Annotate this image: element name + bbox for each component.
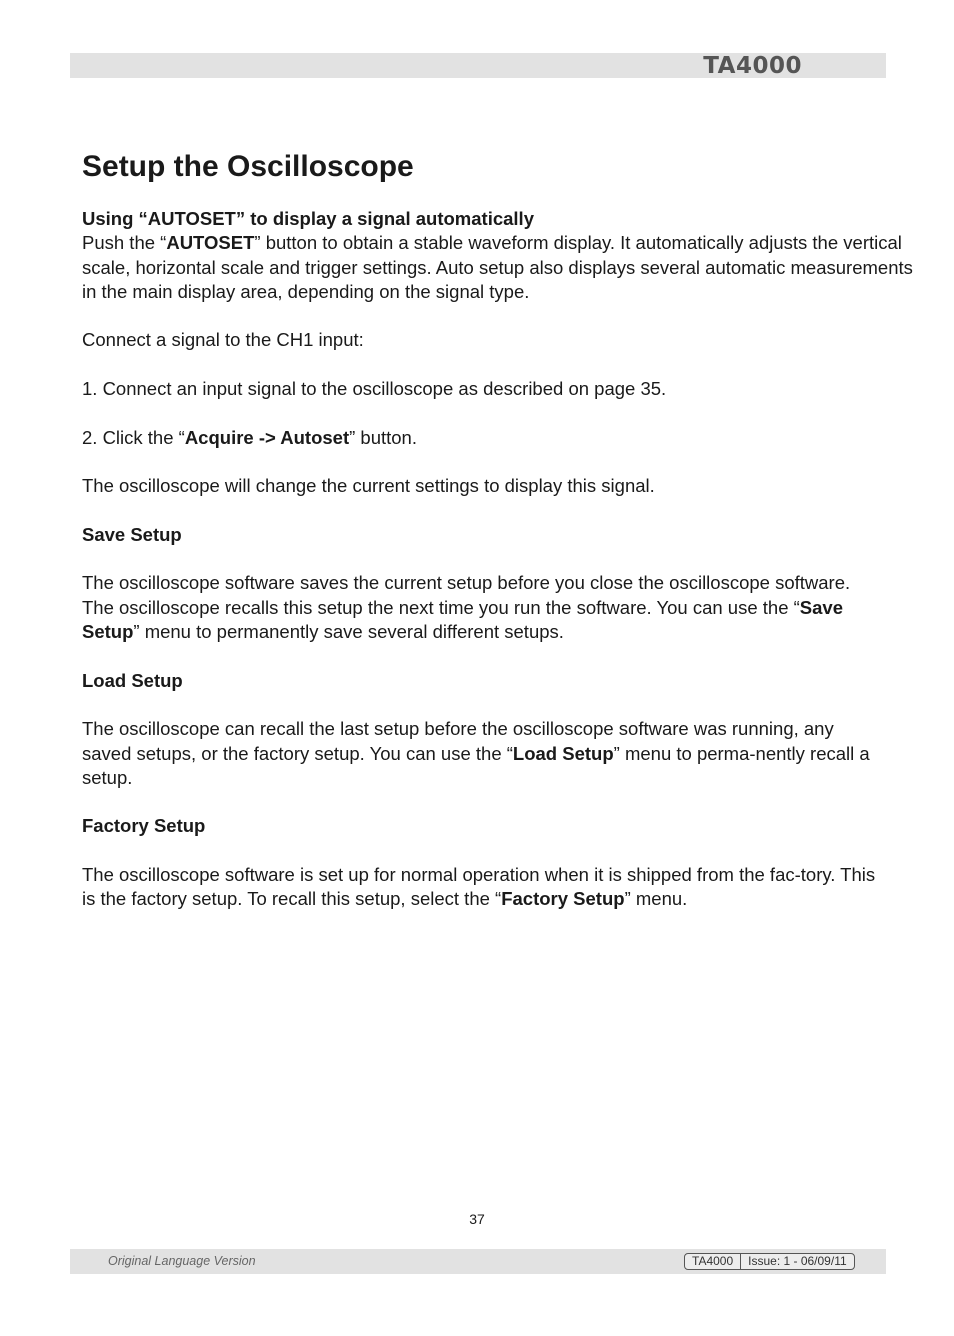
page-number: 37 — [469, 1211, 485, 1227]
bold-run: Load Setup — [512, 742, 614, 764]
text-run: The oscilloscope software is set up for normal operation when it is shipped from the fac-tory. This is the factory setup. To recall this setup, select the “ — [82, 864, 876, 910]
text-run: ” menu. — [624, 888, 688, 910]
bold-run: AUTOSET — [166, 232, 255, 254]
bold-run: Factory Setup — [501, 888, 625, 910]
footer-doc-info — [684, 1253, 855, 1270]
connect-instruction: Connect a signal to the CH1 input: — [82, 329, 364, 351]
section-heading-load: Load Setup — [82, 669, 183, 691]
factory-paragraph — [82, 863, 877, 912]
text-run: The oscilloscope software saves the current setup before you close the oscilloscope software. The oscilloscope recalls this setup the next time you run the software. You can use the “ — [82, 572, 851, 618]
save-paragraph — [82, 571, 877, 644]
page-title: Setup the Oscilloscope — [82, 150, 414, 183]
step-2 — [82, 426, 927, 450]
text-run: ” menu to perma-nently recall a setup. — [82, 742, 870, 788]
section-heading-save: Save Setup — [82, 523, 182, 545]
text-run: The oscilloscope can recall the last setup before the oscilloscope software was running, any saved setups, or the factory setup. You can use the “ — [82, 718, 834, 764]
section-heading-autoset: Using “AUTOSET” to display a signal automatically — [82, 208, 534, 229]
bold-run: Acquire -> Autoset — [184, 426, 350, 448]
section-heading-factory: Factory Setup — [82, 815, 206, 837]
autoset-result: The oscilloscope will change the current settings to display this signal. — [82, 475, 655, 497]
step-1: 1. Connect an input signal to the oscilloscope as described on page 35. — [82, 378, 667, 400]
footer-product: TA4000 — [692, 1254, 734, 1268]
footer-language-version: Original Language Version — [108, 1254, 256, 1268]
text-run: ” button. — [349, 426, 417, 448]
load-paragraph — [82, 717, 877, 790]
text-run: Push the “ — [82, 232, 167, 254]
text-run: ” menu to permanently save several different setups. — [133, 621, 564, 643]
page-content — [82, 148, 927, 912]
footer-issue: Issue: 1 - 06/09/11 — [740, 1254, 854, 1269]
bold-run: Save Setup — [82, 596, 844, 643]
text-run: 2. Click the “ — [82, 426, 185, 448]
autoset-paragraph — [82, 231, 922, 304]
text-run: ” button to obtain a stable waveform display. It automatically adjusts the vertical scale, horizontal scale and trigger settings. Auto setup also displays several automatic measurements in the main display area, depending on the signal type. — [82, 232, 913, 302]
header-product-name: TA4000 — [703, 53, 802, 79]
